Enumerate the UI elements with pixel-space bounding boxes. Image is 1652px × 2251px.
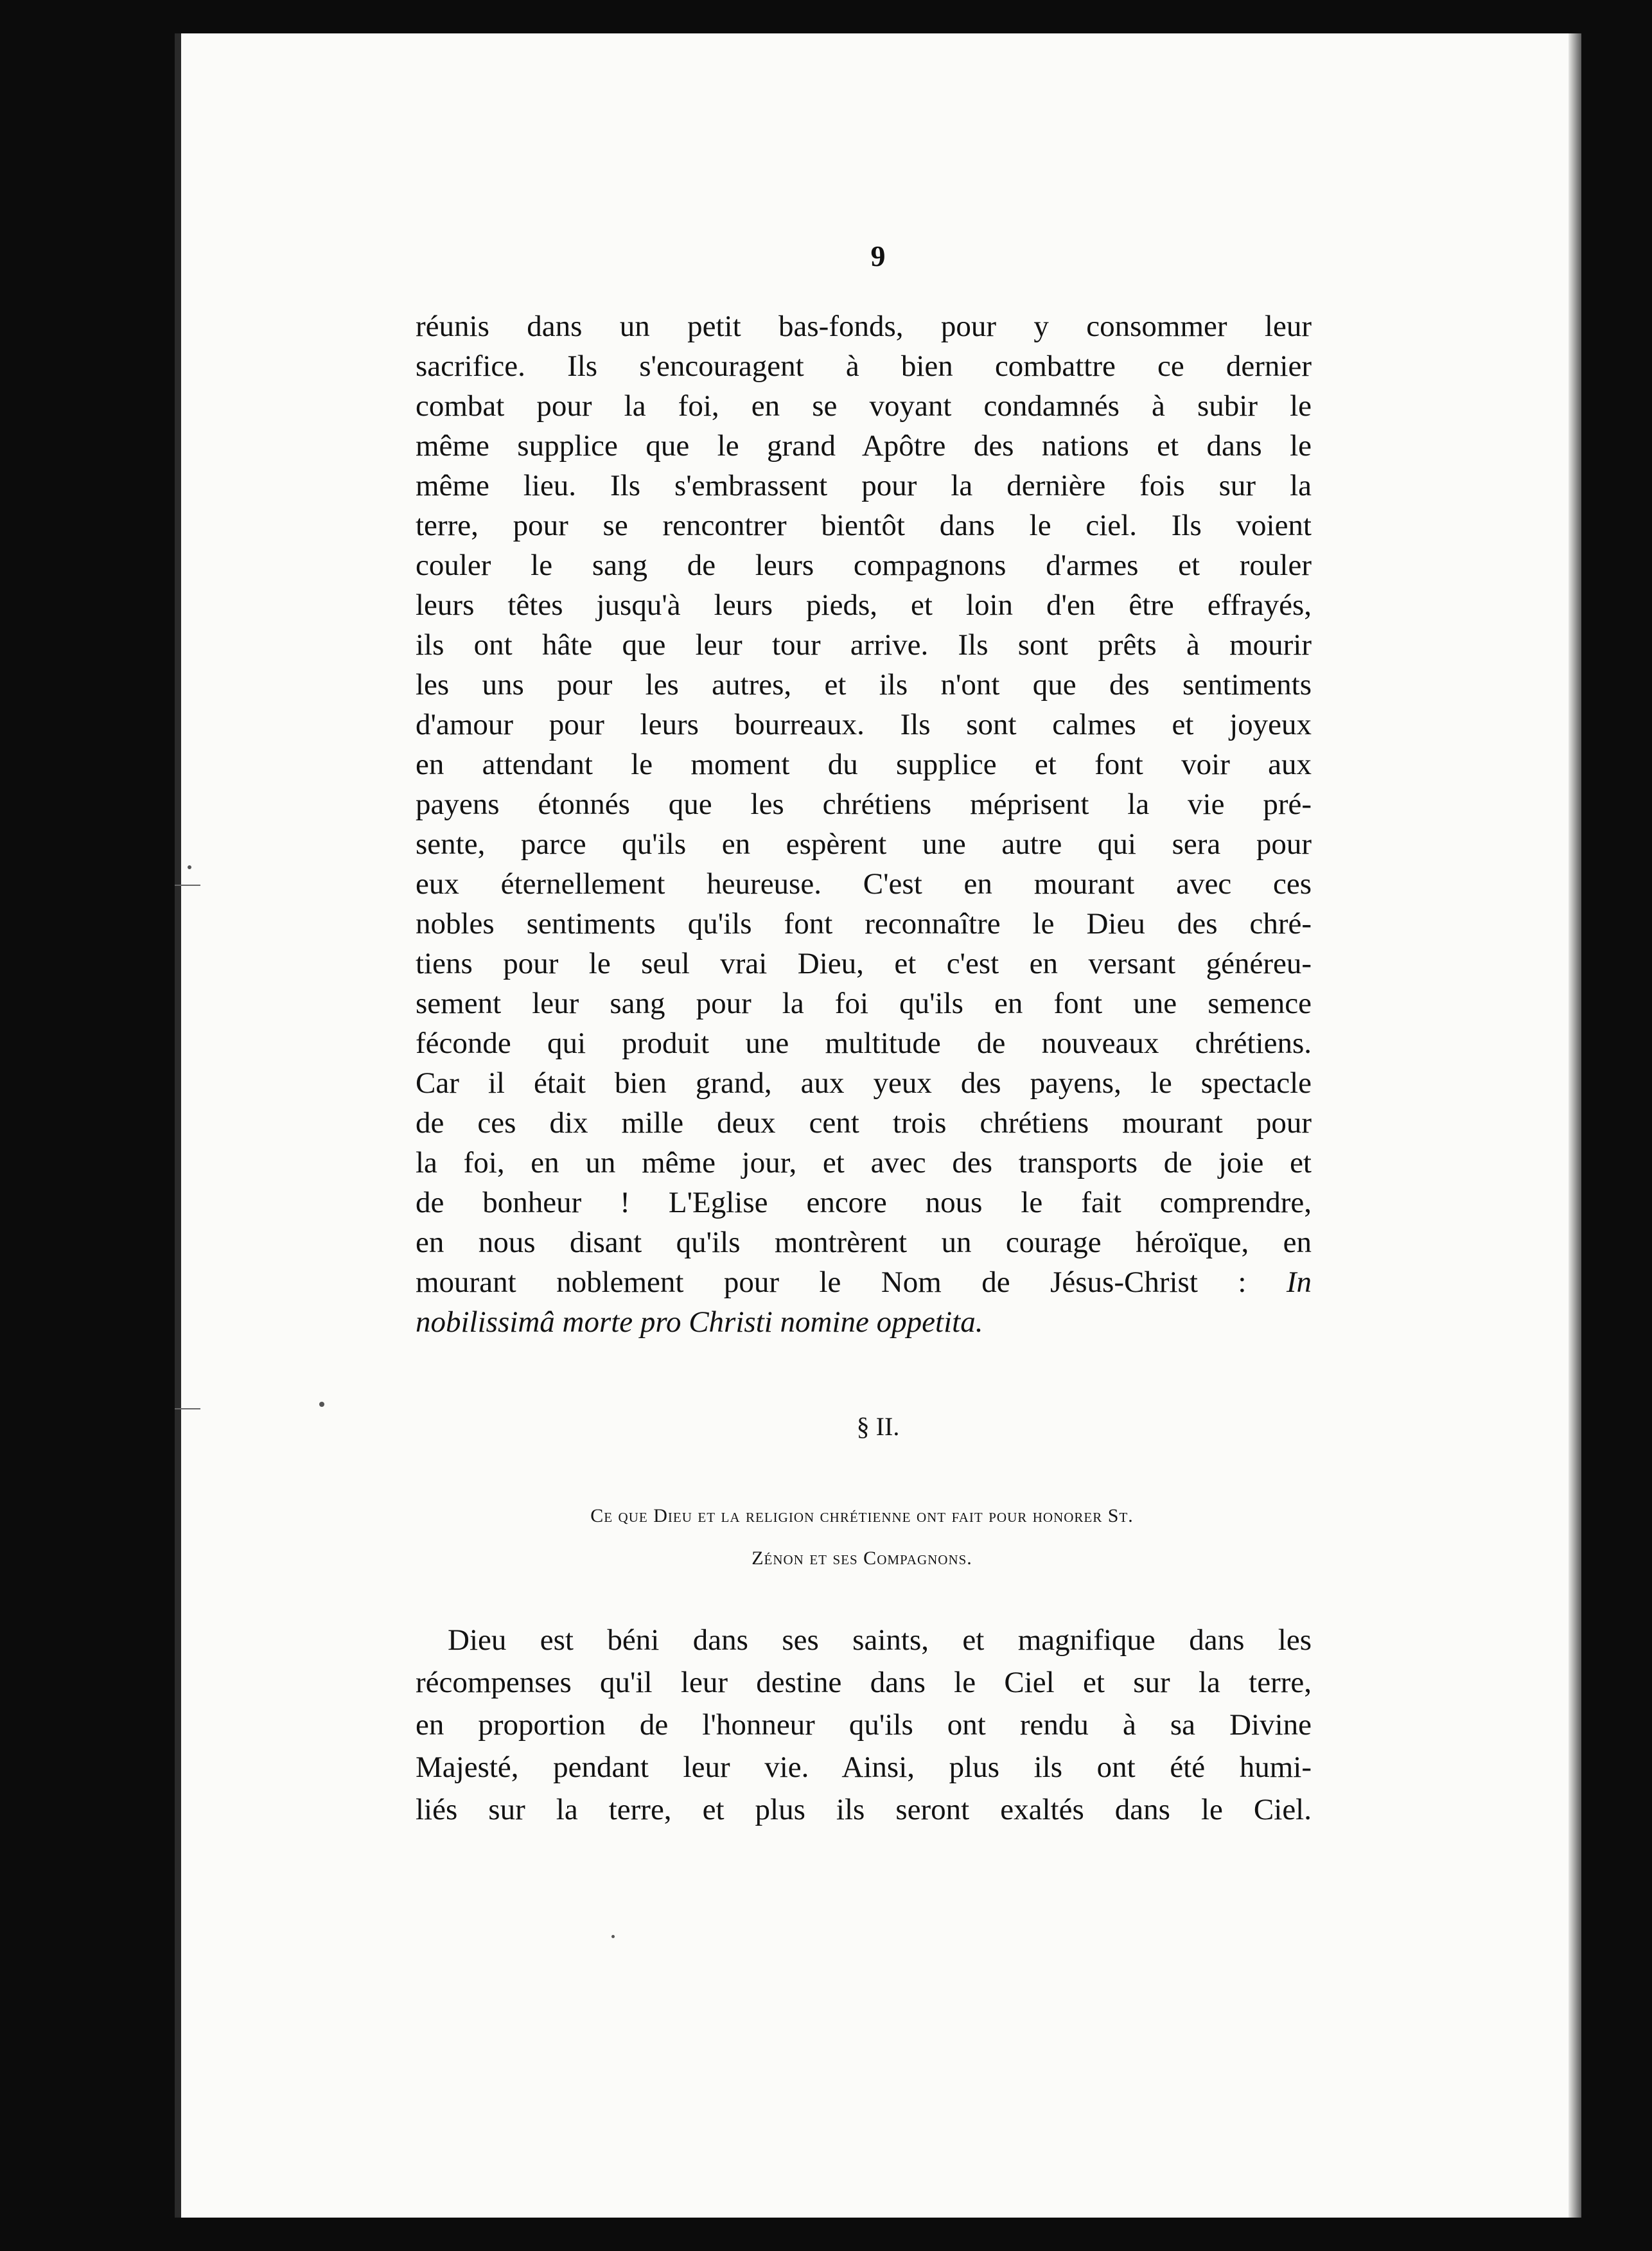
text-line: récompenses qu'il leur destine dans le Ciel et sur la terre,: [416, 1666, 1312, 1699]
page-gutter: [175, 33, 181, 2218]
text-line: en attendant le moment du supplice et font voir aux: [416, 748, 1312, 781]
text-line: leurs têtes jusqu'à leurs pieds, et loin d'en être effrayés,: [416, 588, 1312, 622]
text-line: Dieu est béni dans ses saints, et magnifique dans les: [448, 1623, 1312, 1657]
speck: [611, 1935, 615, 1938]
margin-mark: [175, 885, 200, 886]
text-segment: mourant noblement pour le Nom de Jésus-Christ :: [416, 1266, 1247, 1299]
text-line: Majesté, pendant leur vie. Ainsi, plus ils ont été humi-: [416, 1751, 1312, 1784]
paragraph-2: [416, 1620, 1312, 1832]
text-line: terre, pour se rencontrer bientôt dans le ciel. Ils voient: [416, 509, 1312, 542]
text-line: de bonheur ! L'Eglise encore nous le fait comprendre,: [416, 1186, 1312, 1219]
page-edge: [1569, 33, 1581, 2218]
speck: [319, 1402, 324, 1407]
text-line: eux éternellement heureuse. C'est en mourant avec ces: [416, 867, 1312, 901]
text-line: sente, parce qu'ils en espèrent une autre qui sera pour: [416, 827, 1312, 861]
book-page: [175, 33, 1581, 2218]
text-line: liés sur la terre, et plus ils seront exaltés dans le Ciel.: [416, 1793, 1312, 1826]
paragraph-1: [416, 306, 1312, 1342]
text-line: féconde qui produit une multitude de nouveaux chrétiens.: [416, 1027, 1312, 1060]
text-line: nobles sentiments qu'ils font reconnaître le Dieu des chré-: [416, 907, 1312, 940]
text-line: Car il était bien grand, aux yeux des payens, le spectacle: [416, 1066, 1312, 1100]
text-line: de ces dix mille deux cent trois chrétiens mourant pour: [416, 1106, 1312, 1140]
text-line: réunis dans un petit bas-fonds, pour y consommer leur: [416, 310, 1312, 343]
text-line: en proportion de l'honneur qu'ils ont rendu à sa Divine: [416, 1708, 1312, 1742]
text-line: tiens pour le seul vrai Dieu, et c'est en versant généreu-: [416, 947, 1312, 980]
text-line: sement leur sang pour la foi qu'ils en font une semence: [416, 987, 1312, 1020]
page-number: 9: [870, 240, 886, 272]
text-line: combat pour la foi, en se voyant condamnés à subir le: [416, 389, 1312, 423]
speck: [188, 865, 191, 869]
margin-mark: [175, 1408, 200, 1409]
heading-line: Ce que Dieu et la religion chrétienne ont fait pour honorer St.: [590, 1505, 1134, 1526]
text-line: payens étonnés que les chrétiens méprisent la vie pré-: [416, 788, 1312, 821]
heading-line: Zénon et ses Compagnons.: [751, 1548, 972, 1569]
section-number: § II.: [856, 1412, 900, 1441]
text-line: les uns pour les autres, et ils n'ont que des sentiments: [416, 668, 1312, 702]
text-line: ils ont hâte que leur tour arrive. Ils sont prêts à mourir: [416, 628, 1312, 662]
section-heading: [406, 1495, 1318, 1580]
text-line: la foi, en un même jour, et avec des transports de joie et: [416, 1146, 1312, 1179]
text-line: couler le sang de leurs compagnons d'armes et rouler: [416, 549, 1312, 582]
text-line: sacrifice. Ils s'encouragent à bien combattre ce dernier: [416, 349, 1312, 383]
text-line: en nous disant qu'ils montrèrent un courage héroïque, en: [416, 1226, 1312, 1259]
text-line: même lieu. Ils s'embrassent pour la dernière fois sur la: [416, 469, 1312, 502]
latin-phrase: nobilissimâ morte pro Christi nomine oppetita.: [416, 1305, 983, 1339]
text-line: d'amour pour leurs bourreaux. Ils sont calmes et joyeux: [416, 708, 1312, 741]
text-line-with-latin: [416, 1262, 1312, 1302]
latin-phrase-start: In: [1286, 1266, 1312, 1299]
text-line: même supplice que le grand Apôtre des nations et dans le: [416, 429, 1312, 463]
